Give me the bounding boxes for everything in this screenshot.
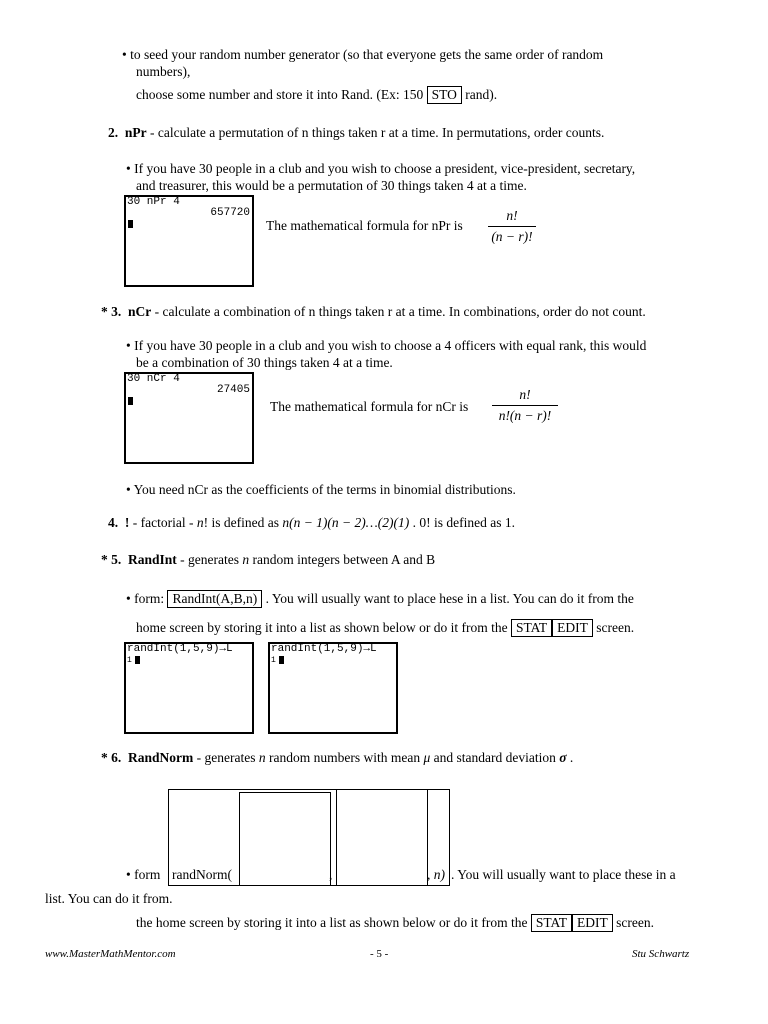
randnorm-sd-slot	[336, 789, 428, 886]
ncr-name: nCr	[128, 304, 152, 319]
seed-text-line2: numbers),	[136, 64, 191, 79]
fraction-bar	[492, 405, 558, 406]
randint-desc-pre: - generates	[176, 552, 243, 567]
ncr-heading	[101, 304, 646, 320]
npr-bullet-line2: and treasurer, this would be a permutation of 30 things taken 4 at a time.	[136, 178, 527, 193]
sigma-symbol: σ	[559, 750, 567, 765]
edit-key: EDIT	[572, 914, 613, 932]
npr-calculator-screen	[124, 195, 254, 287]
cursor-icon	[128, 397, 133, 405]
randnorm-desc-mid: random numbers with mean	[265, 750, 424, 765]
randint-calc2-input: randInt(1,5,9)→L	[271, 643, 377, 655]
factorial-desc-post: . 0! is defined as 1.	[409, 515, 516, 530]
randint-line2-post: screen.	[592, 620, 635, 635]
npr-formula-numerator: n!	[506, 208, 518, 223]
ncr-formula-numerator: n!	[519, 387, 531, 402]
randnorm-mean-slot	[239, 792, 331, 886]
stat-key: STAT	[531, 914, 572, 932]
randint-calc1-input: randInt(1,5,9)→L	[127, 643, 233, 655]
seed-text-pre: choose some number and store it into Rand. (Ex: 150	[136, 87, 427, 102]
ncr-desc: - calculate a combination of n things taken r at a time. In combinations, order do not count.	[151, 304, 646, 319]
randint-form-pre: • form:	[126, 591, 168, 606]
randnorm-form-box-start: randNorm(	[172, 867, 232, 882]
randnorm-form-box-end: , n)	[427, 867, 445, 882]
randint-form-post: . You will usually want to place hese in a list. You can do it from the	[262, 591, 634, 606]
randint-line2-pre: home screen by storing it into a list as shown below or do it from the	[136, 620, 511, 635]
footer-author: Stu Schwartz	[632, 948, 690, 960]
ncr-formula-label: The mathematical formula for nCr is	[270, 399, 469, 414]
npr-formula	[488, 208, 536, 245]
randint-form-box: RandInt(A,B,n)	[167, 590, 262, 608]
ncr-bullet-line1: • If you have 30 people in a club and you wish to choose a 4 officers with equal rank, this would	[126, 338, 647, 353]
factorial-formula: n(n − 1)(n − 2)…(2)(1)	[282, 515, 410, 530]
randint-calculator-screen-1	[124, 642, 254, 734]
randnorm-desc-post: .	[566, 750, 574, 765]
randnorm-desc-pre: - generates	[193, 750, 259, 765]
ncr-bullet-line3: • You need nCr as the coefficients of the terms in binomial distributions.	[126, 482, 516, 497]
ncr-calc-result: 27405	[216, 384, 250, 396]
randint-calc2-sub: 1	[271, 656, 276, 665]
randint-n-var: n	[242, 552, 250, 567]
ncr-number: * 3.	[101, 304, 122, 319]
factorial-heading	[108, 515, 515, 531]
randnorm-line3	[136, 914, 654, 932]
randnorm-line3-pre: the home screen by storing it into a list as shown below or do it from the	[136, 915, 531, 930]
randnorm-number: * 6.	[101, 750, 122, 765]
factorial-name: !	[124, 515, 130, 530]
randint-number: * 5.	[101, 552, 122, 567]
factorial-number: 4.	[108, 515, 119, 530]
randint-calc1-sub: 1	[127, 656, 132, 665]
edit-key: EDIT	[552, 619, 593, 637]
seed-text-line3	[136, 86, 497, 104]
randint-calculator-screen-2	[268, 642, 398, 734]
seed-text-line1: • to seed your random number generator (so that everyone gets the same order of random	[122, 47, 604, 62]
factorial-desc-pre: - factorial -	[129, 515, 197, 530]
randnorm-form-box-sep: ,	[329, 867, 333, 882]
npr-calc-input: 30 nPr 4	[127, 196, 180, 208]
randnorm-name: RandNorm	[128, 750, 194, 765]
randint-name: RandInt	[128, 552, 177, 567]
seed-text-post: rand).	[461, 87, 498, 102]
npr-desc: - calculate a permutation of n things taken r at a time. In permutations, order counts.	[146, 125, 605, 140]
npr-number: 2.	[108, 125, 119, 140]
npr-calc-result: 657720	[210, 207, 250, 219]
randint-line2	[136, 619, 634, 637]
cursor-icon	[279, 656, 284, 664]
ncr-bullet-line2: be a combination of 30 things taken 4 at a time.	[136, 355, 393, 370]
randint-form-line	[126, 590, 634, 608]
npr-formula-label: The mathematical formula for nPr is	[266, 218, 463, 233]
ncr-formula	[492, 387, 558, 424]
randnorm-form-pre: • form	[126, 867, 161, 882]
randint-desc-post: random integers between A and B	[249, 552, 436, 567]
npr-bullet-line1: • If you have 30 people in a club and you wish to choose a president, vice-president, secretary,	[126, 161, 636, 176]
randnorm-desc-mid2: and standard deviation	[430, 750, 560, 765]
cursor-icon	[135, 656, 140, 664]
npr-heading	[108, 125, 604, 141]
sto-key: STO	[427, 86, 462, 104]
factorial-n-var: n	[196, 515, 204, 530]
fraction-bar	[488, 226, 536, 227]
cursor-icon	[128, 220, 133, 228]
randnorm-line2: list. You can do it from.	[45, 891, 173, 906]
footer-page-number: - 5 -	[370, 948, 389, 960]
stat-key: STAT	[511, 619, 552, 637]
randnorm-line3-post: screen.	[612, 915, 654, 930]
footer-website: www.MasterMathMentor.com	[45, 948, 176, 960]
ncr-calculator-screen	[124, 372, 254, 464]
factorial-desc-mid: ! is defined as	[203, 515, 283, 530]
ncr-formula-denominator: n!(n − r)!	[498, 408, 552, 423]
randnorm-form-post: . You will usually want to place these in a	[451, 867, 676, 882]
npr-formula-denominator: (n − r)!	[491, 229, 533, 244]
randnorm-heading	[101, 750, 573, 766]
randnorm-n-var: n	[258, 750, 266, 765]
ncr-calc-input: 30 nCr 4	[127, 373, 180, 385]
npr-name: nPr	[124, 125, 147, 140]
randint-heading	[101, 552, 435, 568]
mu-symbol: μ	[423, 750, 431, 765]
